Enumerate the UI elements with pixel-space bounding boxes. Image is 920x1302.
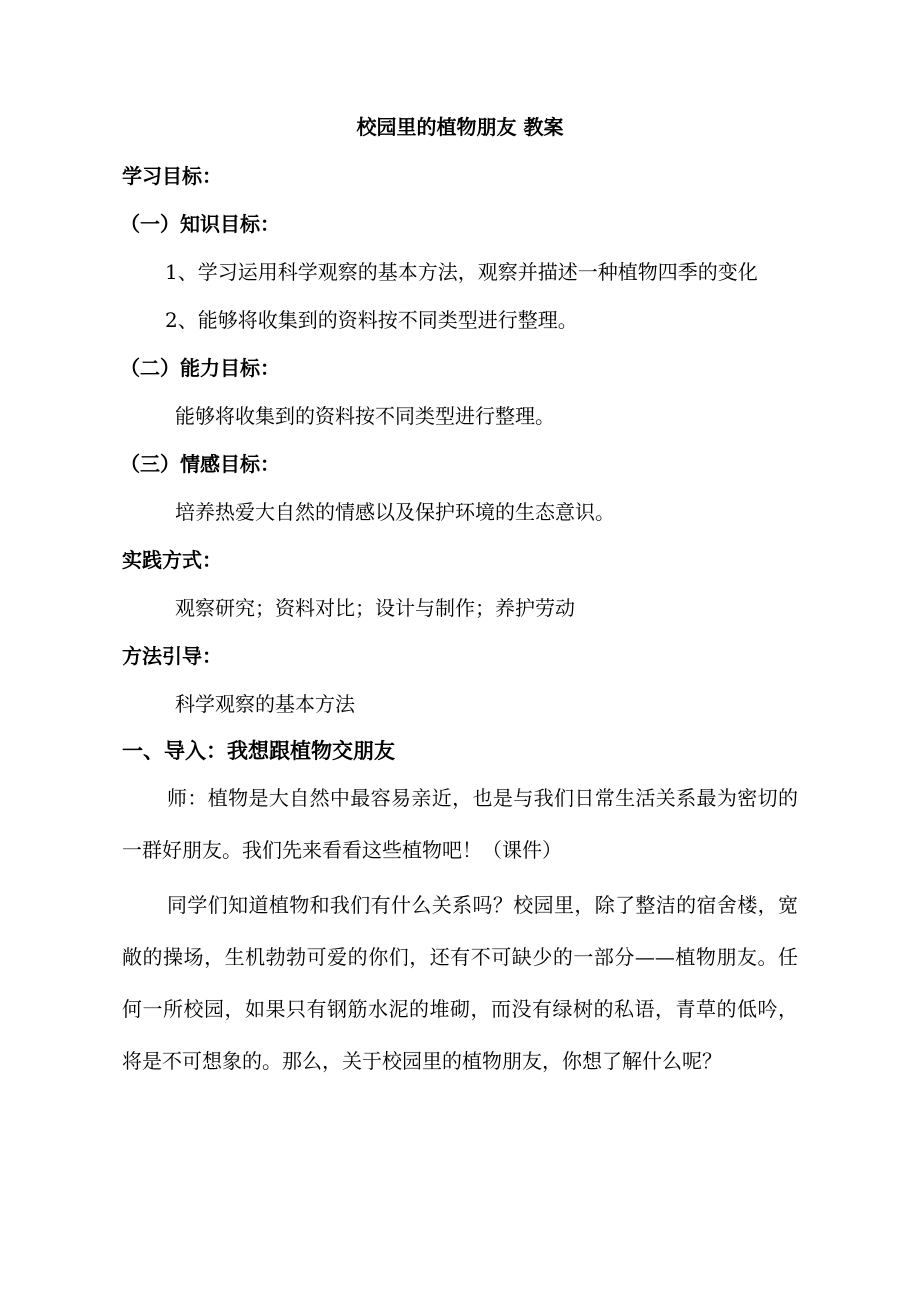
section-one-heading: 一、导入：我想跟植物交朋友 bbox=[122, 739, 395, 763]
learning-goals-heading: 学习目标： bbox=[122, 164, 222, 188]
practice-methods-heading: 实践方式： bbox=[122, 548, 222, 572]
page-title: 校园里的植物朋友 教案 bbox=[356, 115, 564, 139]
ability-goals-heading: （二）能力目标： bbox=[120, 356, 280, 380]
ability-goals-text: 能够将收集到的资料按不同类型进行整理。 bbox=[175, 404, 555, 428]
paragraph-teacher-intro: 师：植物是大自然中最容易亲近，也是与我们日常生活关系最为密切的一群好朋友。我们先来看看这些植物吧！（课件） bbox=[122, 786, 798, 862]
emotion-goals-heading: （三）情感目标： bbox=[120, 452, 280, 476]
practice-methods-text: 观察研究；资料对比；设计与制作；养护劳动 bbox=[175, 596, 575, 620]
method-guidance-text: 科学观察的基本方法 bbox=[175, 692, 355, 716]
knowledge-item-1: 1、学习运用科学观察的基本方法，观察并描述一种植物四季的变化 bbox=[165, 260, 758, 284]
emotion-goals-text: 培养热爱大自然的情感以及保护环境的生态意识。 bbox=[175, 500, 615, 524]
knowledge-item-2: 2、能够将收集到的资料按不同类型进行整理。 bbox=[165, 308, 578, 332]
paragraph-plants-relation: 同学们知道植物和我们有什么关系吗？校园里，除了整洁的宿舍楼，宽敞的操场，生机勃勃可爱的你们，还有不可缺少的一部分——植物朋友。任何一所校园，如果只有钢筋水泥的堆砌，而没有绿树的私语，青草的低吟，将是不可想象的。那么，关于校园里的植物朋友，你想了解什么呢？ bbox=[122, 893, 798, 1073]
method-guidance-heading: 方法引导： bbox=[122, 644, 222, 668]
knowledge-goals-heading: （一）知识目标： bbox=[120, 212, 280, 236]
